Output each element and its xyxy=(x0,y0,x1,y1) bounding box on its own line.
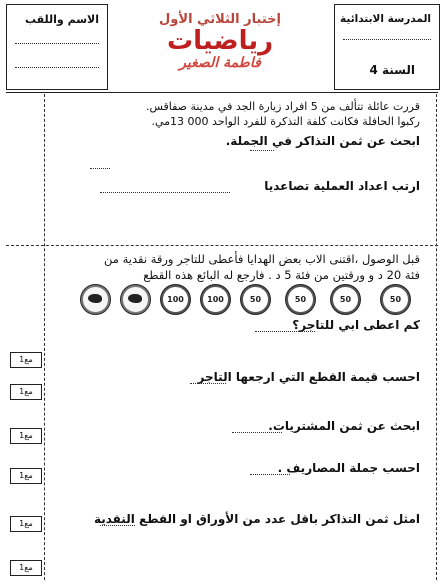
name-line xyxy=(15,43,99,44)
coin-value: 100 xyxy=(201,285,230,314)
grade-box: مع1 xyxy=(10,560,42,576)
author-signature: فاطمة الصغير xyxy=(179,55,261,71)
section-divider xyxy=(6,245,438,246)
coin-icon xyxy=(285,284,316,315)
grade-box: مع1 xyxy=(10,516,42,532)
answer-line xyxy=(250,150,274,151)
answer-line xyxy=(255,331,315,332)
coin-value: 50 xyxy=(286,285,315,314)
ex2-question5: امثل ثمن التذاكر باقل عدد من الأوراق او القطع النقدية xyxy=(93,512,420,526)
answer-line xyxy=(100,192,230,193)
bird-coin-icon xyxy=(80,284,111,315)
ex1-line1: قررت عائلة تتألف من 5 افراد زيارة الجد في مدينة صفاقس. xyxy=(145,100,420,113)
answer-line xyxy=(90,168,110,169)
ex2-question4: احسب جملة المصاريف . xyxy=(277,461,420,475)
school-box xyxy=(334,4,440,90)
school-label: المدرسة الابتدائية xyxy=(340,13,431,25)
grade-box: مع1 xyxy=(10,352,42,368)
coin-value: 50 xyxy=(331,285,360,314)
grade-box: مع1 xyxy=(10,468,42,484)
grade-label: السنة 4 xyxy=(369,63,415,77)
ex2-question1: كم اعطى ابي للتاجر؟ xyxy=(292,318,420,332)
grade-box: مع1 xyxy=(10,384,42,400)
frame-right-border xyxy=(436,94,437,580)
school-line xyxy=(343,39,431,40)
ex1-question2: ارتب اعداد العملية تصاعديا xyxy=(264,179,420,193)
bird-coin-icon xyxy=(120,284,151,315)
coin-icon xyxy=(380,284,411,315)
coin-icon xyxy=(330,284,361,315)
subject-title: رياضيات xyxy=(166,26,274,56)
coin-icon xyxy=(240,284,271,315)
answer-line xyxy=(190,383,226,384)
ex2-line2: فئة 20 د و ورقتين من فئة 5 د . فارجع له البائع هذه القطع xyxy=(143,268,420,282)
title-block xyxy=(110,4,330,88)
margin-divider xyxy=(44,94,45,580)
coin-value: 50 xyxy=(241,285,270,314)
ex1-question1: ابحث عن ثمن التذاكر في الجملة. xyxy=(225,134,420,148)
answer-line xyxy=(100,525,135,526)
ex2-question2: احسب قيمة القطع التي ارجعها التاجر xyxy=(197,370,420,384)
coin-icon xyxy=(200,284,231,315)
name-box xyxy=(6,4,108,90)
ex1-line2: ركبوا الحافلة فكانت كلفة التذكرة للفرد الواحد 000 13مي. xyxy=(151,115,420,128)
ex2-question3: ابحث عن ثمن المشتريات. xyxy=(268,419,420,433)
answer-line xyxy=(232,432,282,433)
name-label: الاسم واللقب xyxy=(24,13,99,26)
ex2-line1: قبل الوصول ،اقتنى الاب بعض الهدايا فأعطى للتاجر ورقة نقدية من xyxy=(104,252,420,266)
answer-line xyxy=(250,474,290,475)
coin-value: 100 xyxy=(161,285,190,314)
coin-value: 50 xyxy=(381,285,410,314)
frame-top-border xyxy=(6,92,438,93)
name-line xyxy=(15,67,99,68)
coin-icon xyxy=(160,284,191,315)
grade-box: مع1 xyxy=(10,428,42,444)
exam-title: إختبار الثلاثي الأول xyxy=(159,12,281,27)
